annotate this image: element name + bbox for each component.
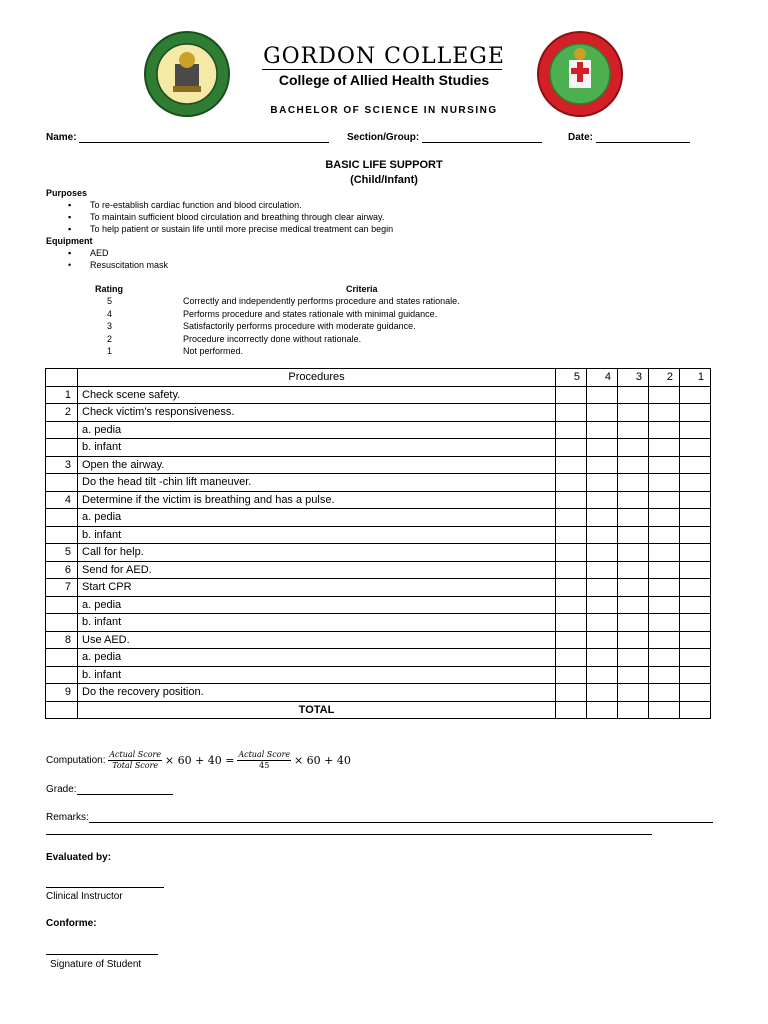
purpose-item: ▪ To help patient or sustain life until more precise medical treatment can begin bbox=[68, 224, 394, 234]
fraction-numerator: Actual Score bbox=[109, 750, 162, 759]
procedure-step: b. infant bbox=[78, 666, 556, 684]
procedure-step: a. pedia bbox=[78, 509, 556, 527]
score-cell[interactable] bbox=[618, 404, 649, 422]
table-row bbox=[46, 649, 711, 667]
grade-field[interactable] bbox=[46, 784, 173, 795]
step-number: 2 bbox=[46, 404, 78, 422]
step-number bbox=[46, 649, 78, 667]
total-score-cell[interactable] bbox=[556, 701, 587, 719]
score-cell[interactable] bbox=[587, 526, 618, 544]
total-num-cell bbox=[46, 701, 78, 719]
formula-operator: × 60 + 40 = bbox=[164, 754, 235, 767]
step-number bbox=[46, 439, 78, 457]
procedure-step: b. infant bbox=[78, 439, 556, 457]
score-cell[interactable] bbox=[587, 386, 618, 404]
score-cell[interactable] bbox=[618, 421, 649, 439]
purpose-item: ▪ To maintain sufficient blood circulation and breathing through clear airway. bbox=[68, 212, 385, 222]
rating-criteria: Procedure incorrectly done without rationale. bbox=[183, 333, 362, 344]
score-cell[interactable] bbox=[649, 509, 680, 527]
score-cell[interactable] bbox=[649, 421, 680, 439]
header-divider bbox=[262, 69, 502, 70]
date-label: Date: bbox=[568, 132, 594, 143]
score-cell[interactable] bbox=[649, 544, 680, 562]
section-blank[interactable] bbox=[422, 132, 542, 143]
procedure-step: b. infant bbox=[78, 526, 556, 544]
score-cell[interactable] bbox=[649, 614, 680, 632]
score-cell[interactable] bbox=[618, 386, 649, 404]
score-cell[interactable] bbox=[587, 404, 618, 422]
score-cell[interactable] bbox=[587, 684, 618, 702]
score-fraction bbox=[237, 750, 291, 771]
score-cell[interactable] bbox=[680, 474, 711, 492]
score-cell[interactable] bbox=[587, 614, 618, 632]
procedures-header: Procedures bbox=[78, 369, 556, 387]
total-row bbox=[46, 701, 711, 719]
procedure-step: a. pedia bbox=[78, 421, 556, 439]
score-cell[interactable] bbox=[680, 579, 711, 597]
score-cell[interactable] bbox=[649, 649, 680, 667]
score-cell[interactable] bbox=[556, 596, 587, 614]
college-unit: College of Allied Health Studies bbox=[278, 72, 490, 88]
purpose-item: ▪ To re-establish cardiac function and blood circulation. bbox=[68, 200, 302, 210]
rating-criteria: Not performed. bbox=[183, 346, 244, 356]
score-header: 5 bbox=[556, 369, 587, 387]
remarks-blank[interactable] bbox=[89, 812, 713, 823]
score-cell[interactable] bbox=[649, 666, 680, 684]
program-name: BACHELOR OF SCIENCE IN NURSING bbox=[270, 105, 498, 116]
table-row bbox=[46, 421, 711, 439]
name-label: Name: bbox=[46, 132, 77, 143]
rating-value: 5 bbox=[107, 296, 113, 306]
score-cell[interactable] bbox=[618, 544, 649, 562]
score-cell[interactable] bbox=[556, 614, 587, 632]
bullet-icon: ▪ bbox=[68, 248, 72, 258]
score-cell[interactable] bbox=[618, 474, 649, 492]
score-cell[interactable] bbox=[556, 404, 587, 422]
step-number bbox=[46, 666, 78, 684]
score-cell[interactable] bbox=[618, 631, 649, 649]
header-num-cell bbox=[46, 369, 78, 387]
procedure-step: Open the airway. bbox=[78, 456, 556, 474]
score-fraction bbox=[108, 750, 162, 771]
score-cell[interactable] bbox=[556, 684, 587, 702]
score-cell[interactable] bbox=[587, 649, 618, 667]
score-cell[interactable] bbox=[556, 544, 587, 562]
score-cell[interactable] bbox=[556, 509, 587, 527]
remarks-field[interactable] bbox=[46, 812, 713, 823]
procedure-step: b. infant bbox=[78, 614, 556, 632]
score-cell[interactable] bbox=[649, 474, 680, 492]
grade-label: Grade: bbox=[46, 784, 77, 795]
title-line-1: BASIC LIFE SUPPORT bbox=[325, 159, 443, 171]
procedure-step: Call for help. bbox=[78, 544, 556, 562]
score-cell[interactable] bbox=[618, 561, 649, 579]
step-number bbox=[46, 474, 78, 492]
rating-header: Rating bbox=[95, 284, 123, 294]
procedure-step: Determine if the victim is breathing and has a pulse. bbox=[78, 491, 556, 509]
score-cell[interactable] bbox=[649, 631, 680, 649]
score-cell[interactable] bbox=[649, 386, 680, 404]
score-cell[interactable] bbox=[680, 386, 711, 404]
score-cell[interactable] bbox=[587, 491, 618, 509]
table-row bbox=[46, 509, 711, 527]
clinical-instructor-label: Clinical Instructor bbox=[46, 891, 123, 902]
procedure-step: Check victim's responsiveness. bbox=[78, 404, 556, 422]
table-row bbox=[46, 544, 711, 562]
score-header: 1 bbox=[680, 369, 711, 387]
fraction-denominator: 45 bbox=[259, 761, 270, 770]
score-cell[interactable] bbox=[649, 561, 680, 579]
criteria-header: Criteria bbox=[346, 284, 378, 294]
table-row bbox=[46, 439, 711, 457]
score-cell[interactable] bbox=[680, 526, 711, 544]
score-cell[interactable] bbox=[556, 456, 587, 474]
score-cell[interactable] bbox=[649, 684, 680, 702]
rating-criteria: Correctly and independently performs procedure and states rationale. bbox=[183, 296, 460, 306]
table-row bbox=[46, 491, 711, 509]
procedures-table bbox=[45, 368, 711, 719]
bullet-icon: ▪ bbox=[68, 224, 72, 234]
table-row bbox=[46, 666, 711, 684]
score-cell[interactable] bbox=[587, 544, 618, 562]
score-cell[interactable] bbox=[556, 491, 587, 509]
table-row bbox=[46, 561, 711, 579]
step-number bbox=[46, 614, 78, 632]
document-title bbox=[0, 158, 768, 188]
score-cell[interactable] bbox=[556, 421, 587, 439]
name-field[interactable] bbox=[46, 132, 329, 143]
table-row bbox=[46, 579, 711, 597]
step-number: 5 bbox=[46, 544, 78, 562]
step-number: 8 bbox=[46, 631, 78, 649]
total-label: TOTAL bbox=[78, 701, 556, 719]
score-cell[interactable] bbox=[618, 649, 649, 667]
table-row bbox=[46, 386, 711, 404]
score-cell[interactable] bbox=[556, 649, 587, 667]
table-row bbox=[46, 456, 711, 474]
score-cell[interactable] bbox=[649, 579, 680, 597]
score-cell[interactable] bbox=[680, 456, 711, 474]
score-cell[interactable] bbox=[556, 666, 587, 684]
computation-label: Computation: bbox=[46, 755, 106, 766]
equipment-item: • Resuscitation mask bbox=[68, 260, 169, 270]
bullet-icon: ▪ bbox=[68, 200, 72, 210]
name-blank[interactable] bbox=[79, 132, 329, 143]
remarks-second-line[interactable] bbox=[46, 834, 652, 835]
step-number bbox=[46, 421, 78, 439]
score-cell[interactable] bbox=[680, 491, 711, 509]
score-cell[interactable] bbox=[680, 561, 711, 579]
score-cell[interactable] bbox=[649, 596, 680, 614]
score-cell[interactable] bbox=[680, 509, 711, 527]
date-field[interactable] bbox=[568, 132, 690, 143]
score-cell[interactable] bbox=[680, 614, 711, 632]
step-number: 6 bbox=[46, 561, 78, 579]
step-number bbox=[46, 596, 78, 614]
equipment-label: Equipment bbox=[46, 236, 93, 246]
title-line-2: (Child/Infant) bbox=[350, 174, 418, 186]
score-cell[interactable] bbox=[618, 666, 649, 684]
rating-criteria: Satisfactorily performs procedure with moderate guidance. bbox=[183, 321, 416, 331]
step-number: 1 bbox=[46, 386, 78, 404]
score-cell[interactable] bbox=[587, 474, 618, 492]
instructor-signature-line[interactable] bbox=[46, 887, 164, 888]
total-score-cell[interactable] bbox=[649, 701, 680, 719]
procedure-step: Do the head tilt -chin lift maneuver. bbox=[78, 474, 556, 492]
score-cell[interactable] bbox=[587, 439, 618, 457]
formula-operator: × 60 + 40 bbox=[293, 754, 351, 767]
step-number: 7 bbox=[46, 579, 78, 597]
rating-value: 2 bbox=[107, 333, 113, 344]
score-cell[interactable] bbox=[556, 474, 587, 492]
bullet-icon: • bbox=[68, 260, 72, 270]
total-score-cell[interactable] bbox=[587, 701, 618, 719]
conforme-label: Conforme: bbox=[46, 918, 97, 929]
score-cell[interactable] bbox=[680, 439, 711, 457]
college-name: GORDON COLLEGE bbox=[263, 44, 505, 69]
score-cell[interactable] bbox=[680, 421, 711, 439]
rating-criteria: Performs procedure and states rationale with minimal guidance. bbox=[183, 308, 438, 319]
score-cell[interactable] bbox=[649, 404, 680, 422]
purposes-label: Purposes bbox=[46, 188, 88, 198]
rating-value: 1 bbox=[107, 346, 113, 356]
score-cell[interactable] bbox=[680, 596, 711, 614]
score-cell[interactable] bbox=[618, 526, 649, 544]
grade-blank[interactable] bbox=[77, 784, 173, 795]
score-cell[interactable] bbox=[680, 631, 711, 649]
score-cell[interactable] bbox=[587, 509, 618, 527]
procedure-step: a. pedia bbox=[78, 596, 556, 614]
signature-of-student-label: Signature of Student bbox=[50, 959, 142, 970]
score-cell[interactable] bbox=[587, 421, 618, 439]
step-number: 4 bbox=[46, 491, 78, 509]
bullet-icon: ▪ bbox=[68, 212, 72, 222]
score-cell[interactable] bbox=[680, 544, 711, 562]
step-number: 3 bbox=[46, 456, 78, 474]
score-cell[interactable] bbox=[649, 491, 680, 509]
fraction-numerator: Actual Score bbox=[238, 750, 291, 759]
score-cell[interactable] bbox=[680, 684, 711, 702]
score-header: 4 bbox=[587, 369, 618, 387]
table-row bbox=[46, 614, 711, 632]
score-cell[interactable] bbox=[649, 439, 680, 457]
score-cell[interactable] bbox=[556, 439, 587, 457]
procedure-step: Use AED. bbox=[78, 631, 556, 649]
rating-value: 3 bbox=[107, 321, 113, 331]
table-row bbox=[46, 404, 711, 422]
table-row bbox=[46, 631, 711, 649]
score-cell[interactable] bbox=[556, 526, 587, 544]
score-cell[interactable] bbox=[587, 561, 618, 579]
score-cell[interactable] bbox=[618, 579, 649, 597]
section-label: Section/Group: bbox=[347, 132, 420, 143]
total-score-cell[interactable] bbox=[618, 701, 649, 719]
date-blank[interactable] bbox=[596, 132, 690, 143]
score-cell[interactable] bbox=[649, 456, 680, 474]
score-cell[interactable] bbox=[618, 684, 649, 702]
total-score-cell[interactable] bbox=[680, 701, 711, 719]
table-header-row bbox=[46, 369, 711, 387]
score-header: 3 bbox=[618, 369, 649, 387]
table-row bbox=[46, 526, 711, 544]
equipment-item: ▪ AED bbox=[68, 248, 109, 258]
procedure-step: Start CPR bbox=[78, 579, 556, 597]
score-cell[interactable] bbox=[587, 456, 618, 474]
score-cell[interactable] bbox=[680, 666, 711, 684]
table-row bbox=[46, 474, 711, 492]
score-cell[interactable] bbox=[618, 456, 649, 474]
score-cell[interactable] bbox=[556, 561, 587, 579]
score-cell[interactable] bbox=[587, 579, 618, 597]
score-cell[interactable] bbox=[618, 509, 649, 527]
rating-value: 4 bbox=[107, 308, 113, 319]
score-cell[interactable] bbox=[556, 579, 587, 597]
computation-formula bbox=[46, 750, 351, 771]
procedure-step: Check scene safety. bbox=[78, 386, 556, 404]
step-number bbox=[46, 526, 78, 544]
table-row bbox=[46, 684, 711, 702]
score-cell[interactable] bbox=[587, 596, 618, 614]
procedure-step: a. pedia bbox=[78, 649, 556, 667]
fraction-denominator: Total Score bbox=[112, 761, 159, 770]
score-cell[interactable] bbox=[556, 386, 587, 404]
score-cell[interactable] bbox=[680, 649, 711, 667]
step-number: 9 bbox=[46, 684, 78, 702]
score-cell[interactable] bbox=[618, 491, 649, 509]
score-cell[interactable] bbox=[618, 596, 649, 614]
section-field[interactable] bbox=[347, 132, 542, 143]
score-cell[interactable] bbox=[587, 631, 618, 649]
procedure-step: Send for AED. bbox=[78, 561, 556, 579]
step-number bbox=[46, 509, 78, 527]
procedure-step: Do the recovery position. bbox=[78, 684, 556, 702]
evaluated-by-label: Evaluated by: bbox=[46, 852, 112, 863]
score-cell[interactable] bbox=[618, 614, 649, 632]
score-cell[interactable] bbox=[587, 666, 618, 684]
student-signature-line[interactable] bbox=[46, 954, 158, 955]
score-cell[interactable] bbox=[556, 631, 587, 649]
remarks-label: Remarks: bbox=[46, 812, 89, 823]
score-cell[interactable] bbox=[618, 439, 649, 457]
score-cell[interactable] bbox=[680, 404, 711, 422]
score-header: 2 bbox=[649, 369, 680, 387]
score-cell[interactable] bbox=[649, 526, 680, 544]
table-row bbox=[46, 596, 711, 614]
